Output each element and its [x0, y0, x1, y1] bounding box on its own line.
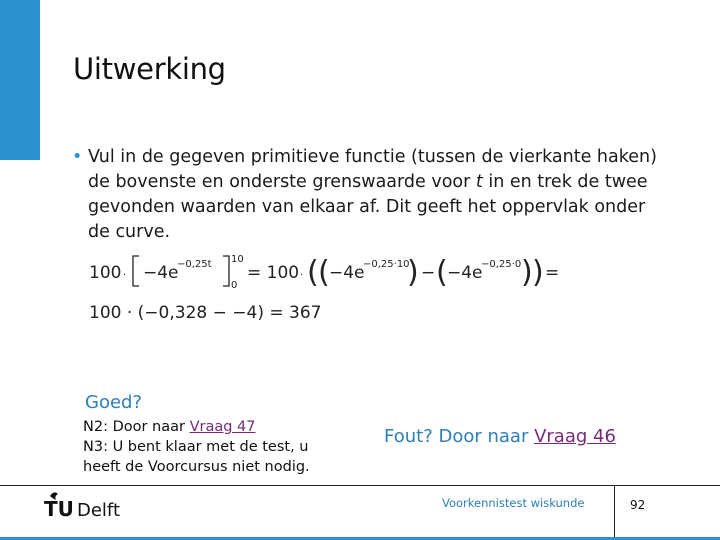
bullet-dot-icon: •: [72, 147, 83, 167]
eq1-dot2: ·: [300, 270, 304, 281]
footer-center-text: Voorkennistest wiskunde: [442, 496, 585, 510]
page-number: 92: [630, 498, 646, 512]
footer-separator: [614, 485, 615, 537]
n2-prefix: N2: Door naar: [83, 419, 190, 435]
good-label: Goed?: [85, 392, 143, 413]
eq2-text: 100 · (−0,328 − −4) = 367: [89, 303, 322, 323]
eq1-exp: −0,25t: [177, 259, 212, 270]
eq1-bracket-left: [133, 256, 139, 286]
wrong-answer: [384, 426, 616, 447]
bullet-text-italic: t: [475, 172, 483, 192]
vraag-47-link[interactable]: Vraag 47: [189, 419, 256, 435]
equation-1: [89, 252, 569, 292]
eq1-equals: = 100: [247, 263, 300, 283]
eq1-upper: 10: [231, 254, 244, 265]
slide-title: Uitwerking: [73, 52, 226, 86]
vraag-46-link[interactable]: Vraag 46: [534, 426, 616, 447]
wrong-prefix: Fout? Door naar: [384, 426, 535, 447]
n2-line: [83, 417, 310, 437]
eq1-term2-base: −4e: [447, 263, 483, 283]
n3-line2: heeft de Voorcursus niet nodig.: [83, 459, 310, 475]
eq1-bracket-right: [223, 256, 229, 286]
accent-bar: [0, 0, 40, 160]
eq1-paren-outer-left: (: [307, 255, 319, 290]
eq1-paren-inner-left2: (: [436, 255, 448, 290]
eq1-paren-inner-right2: ): [521, 255, 533, 290]
good-instructions: [83, 417, 310, 477]
logo-tu: TU: [44, 497, 74, 521]
eq1-lower: 0: [231, 280, 238, 291]
eq1-paren-inner-left: (: [318, 255, 330, 290]
eq1-term1-exp: −0,25·10: [363, 259, 410, 270]
eq1-paren-outer-right: ): [532, 255, 544, 290]
eq1-term1-base: −4e: [329, 263, 365, 283]
tudelft-logo: [44, 490, 134, 522]
bullet-text: [72, 145, 662, 245]
bullet-text-part1: Vul in de gegeven primitieve functie (tussen de vierkante haken) de bovenste en onderste grenswaarde voor: [88, 147, 657, 192]
eq1-paren-inner-right1: ): [407, 255, 419, 290]
eq1-dot: ·: [123, 270, 127, 281]
n3-line1: N3: U bent klaar met de test, u: [83, 439, 309, 455]
bullet-paragraph: [72, 145, 662, 245]
footer-divider: [0, 485, 720, 486]
eq1-trailing: =: [545, 263, 560, 283]
eq1-inner: −4e: [143, 263, 179, 283]
logo-delft: Delft: [77, 500, 121, 521]
equation-2: [89, 298, 349, 328]
eq1-term2-exp: −0,25·0: [481, 259, 522, 270]
bullet-text-part2: in en trek de twee gevonden waarden van elkaar af. Dit geeft het oppervlak onder de curve.: [88, 172, 648, 242]
eq1-coef: 100: [89, 263, 122, 283]
eq1-minus: −: [421, 263, 436, 283]
